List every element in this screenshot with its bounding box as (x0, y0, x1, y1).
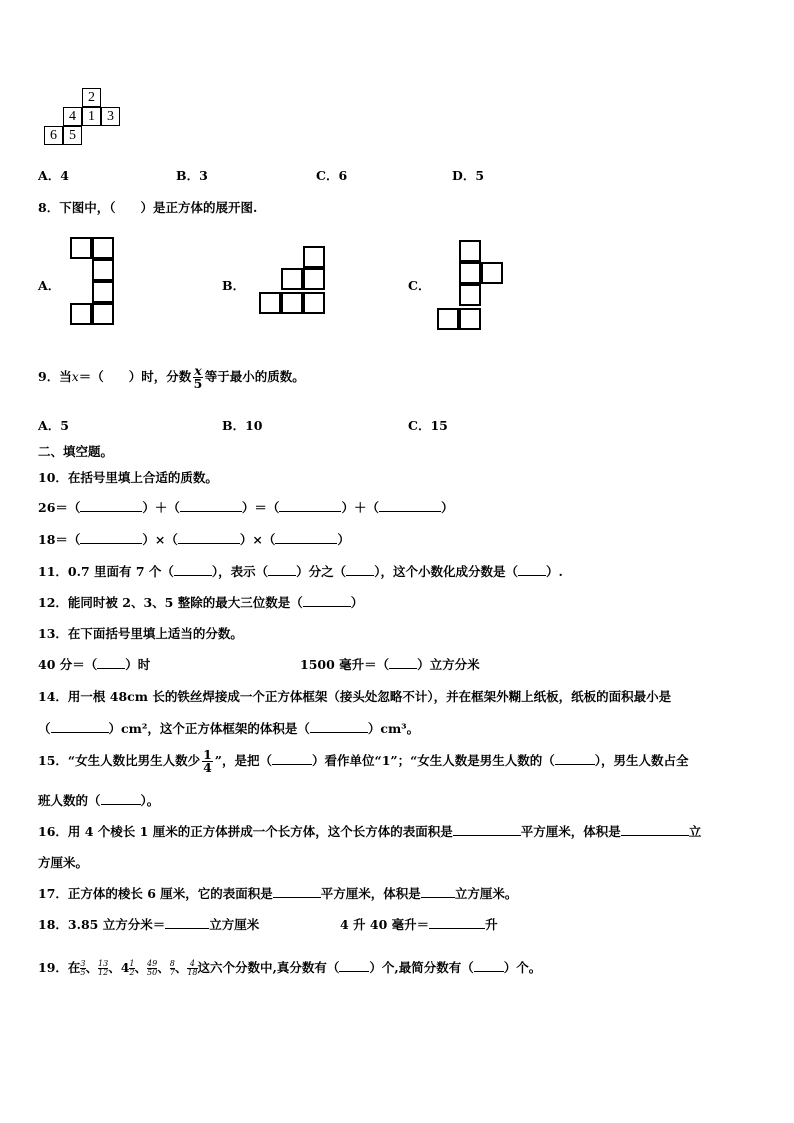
blank[interactable] (346, 563, 374, 576)
separator: 、 (157, 960, 170, 975)
net-square (459, 284, 481, 306)
net-square (259, 292, 281, 314)
q9-option-c[interactable]: C．15 (408, 418, 448, 433)
separator: 、 (108, 960, 121, 975)
q8-net-c[interactable] (437, 240, 507, 332)
q16-continued: 方厘米。 (38, 855, 89, 870)
blank[interactable] (555, 752, 595, 765)
blank[interactable] (80, 531, 142, 544)
net-square (303, 246, 325, 268)
net-square (281, 292, 303, 314)
q18-left: 18．3.85 立方分米＝ 立方厘米 (38, 917, 260, 932)
q11-question: 11．0.7 里面有 7 个（ ），表示（ ）分之（ ），这个小数化成分数是（ ）. (38, 564, 563, 579)
q7-option-d[interactable]: D．5 (452, 168, 485, 183)
net-square (70, 303, 92, 325)
blank[interactable] (180, 499, 242, 512)
net-square (92, 259, 114, 281)
blank[interactable] (310, 720, 368, 733)
blank[interactable] (80, 499, 142, 512)
separator: 、 (134, 960, 148, 975)
q8-label-b[interactable]: B． (222, 278, 246, 293)
q13-left: 40 分＝（ ）时 (38, 657, 151, 672)
fraction: $\frac{3}{5}$ (80, 959, 86, 977)
blank[interactable] (303, 594, 351, 607)
q14-question: 14．用一根 48cm 长的铁丝焊接成一个正方体框架（接头处忽略不计），并在框架外糊上纸板，纸板的面积最小是 (38, 689, 672, 704)
q10-row2: 18＝（ ）×（ ）×（ ） (38, 532, 350, 547)
q13-question: 13．在下面括号里填上适当的分数。 (38, 626, 243, 641)
blank[interactable] (273, 885, 321, 898)
net-square (303, 268, 325, 290)
blank[interactable] (453, 823, 521, 836)
q8-net-a[interactable] (70, 237, 116, 329)
q18-right: 4 升 40 毫升＝ 升 (340, 917, 498, 932)
q9-question: 9．当x＝（ ）时，分数 $\frac{x}{5}$ 等于最小的质数。 (38, 362, 305, 391)
fraction: $\frac{49}{50}$ (147, 959, 158, 977)
blank[interactable] (97, 656, 125, 669)
blank[interactable] (421, 885, 455, 898)
fraction: $\frac{13}{12}$ (98, 959, 109, 977)
q8-net-b[interactable] (259, 246, 329, 316)
q7-option-a[interactable]: A．4 (38, 168, 69, 183)
blank[interactable] (165, 916, 209, 929)
q7-cube-net (44, 88, 124, 148)
blank[interactable] (101, 792, 141, 805)
blank[interactable] (518, 563, 546, 576)
net-cell: 3 (101, 107, 120, 126)
q15-continued: 班人数的（ ）。 (38, 793, 160, 808)
q13-right: 1500 毫升＝（ ）立方分米 (300, 657, 480, 672)
blank[interactable] (174, 563, 212, 576)
fraction: $\frac{4}{18}$ (187, 959, 198, 977)
q7-option-c[interactable]: C．6 (316, 168, 348, 183)
net-cell: 5 (63, 126, 82, 145)
q7-option-b[interactable]: B．3 (176, 168, 208, 183)
blank[interactable] (389, 656, 417, 669)
blank[interactable] (279, 499, 341, 512)
q16-question: 16．用 4 个棱长 1 厘米的正方体拼成一个长方体，这个长方体的表面积是 平方厘米，体积是 立 (38, 824, 702, 839)
net-square (281, 268, 303, 290)
blank[interactable] (474, 959, 504, 972)
blank[interactable] (339, 959, 369, 972)
fraction-whole: 4 (120, 960, 130, 975)
fraction: $\frac{8}{7}$ (169, 959, 175, 977)
blank[interactable] (178, 531, 240, 544)
q19-fraction-list (80, 960, 197, 975)
net-square (92, 303, 114, 325)
blank[interactable] (275, 531, 337, 544)
q8-label-c[interactable]: C． (408, 278, 431, 293)
separator: 、 (174, 960, 188, 975)
net-square (70, 237, 92, 259)
q8-question: 8．下图中，（ ）是正方体的展开图. (38, 200, 258, 215)
net-square (437, 308, 459, 330)
q10-row1: 26＝（ ）＋（ ）＝（ ）＋（ ） (38, 500, 454, 515)
blank[interactable] (272, 752, 312, 765)
net-square (459, 308, 481, 330)
net-cell: 4 (63, 107, 82, 126)
net-square (459, 240, 481, 262)
blank[interactable] (621, 823, 689, 836)
fraction: $\frac{1}{2}$ (129, 959, 135, 977)
q12-question: 12．能同时被 2、3、5 整除的最大三位数是（ ） (38, 595, 364, 610)
net-square (92, 237, 114, 259)
net-square (459, 262, 481, 284)
net-square (481, 262, 503, 284)
net-square (303, 292, 325, 314)
section-heading: 二、填空题。 (38, 444, 114, 459)
q8-label-a[interactable]: A． (38, 278, 61, 293)
net-cell: 2 (82, 88, 101, 107)
q15-question: 15．“女生人数比男生人数少 $\frac{1}{4}$ ”，是把（ ）看作单位“1”；“女生人数是男生人数的（ ），男生人数占全 (38, 746, 689, 775)
q17-question: 17．正方体的棱长 6 厘米，它的表面积是 平方厘米，体积是 立方厘米。 (38, 886, 518, 901)
blank[interactable] (379, 499, 441, 512)
q9-option-b[interactable]: B．10 (222, 418, 263, 433)
q19-question: 19．在 $\frac{3}{5}$ 、 $\frac{13}{12}$ 、4 $\frac{1}{2}$ 、 $\frac{49}{50}$ 、 $\frac{8}{7}$ 、 $\frac{4}{18}$ 这六个分数中,真分数有（ ）个,最简分数有（ ）个。 (38, 959, 542, 977)
net-cell: 1 (82, 107, 101, 126)
net-cell: 6 (44, 126, 63, 145)
q10-question: 10．在括号里填上合适的质数。 (38, 470, 218, 485)
blank[interactable] (51, 720, 109, 733)
blank[interactable] (268, 563, 296, 576)
separator: 、 (85, 960, 99, 975)
q9-option-a[interactable]: A．5 (38, 418, 69, 433)
q14-answer-line: （ ）cm²，这个正方体框架的体积是（ ）cm³。 (38, 721, 420, 736)
net-square (92, 281, 114, 303)
blank[interactable] (429, 916, 485, 929)
